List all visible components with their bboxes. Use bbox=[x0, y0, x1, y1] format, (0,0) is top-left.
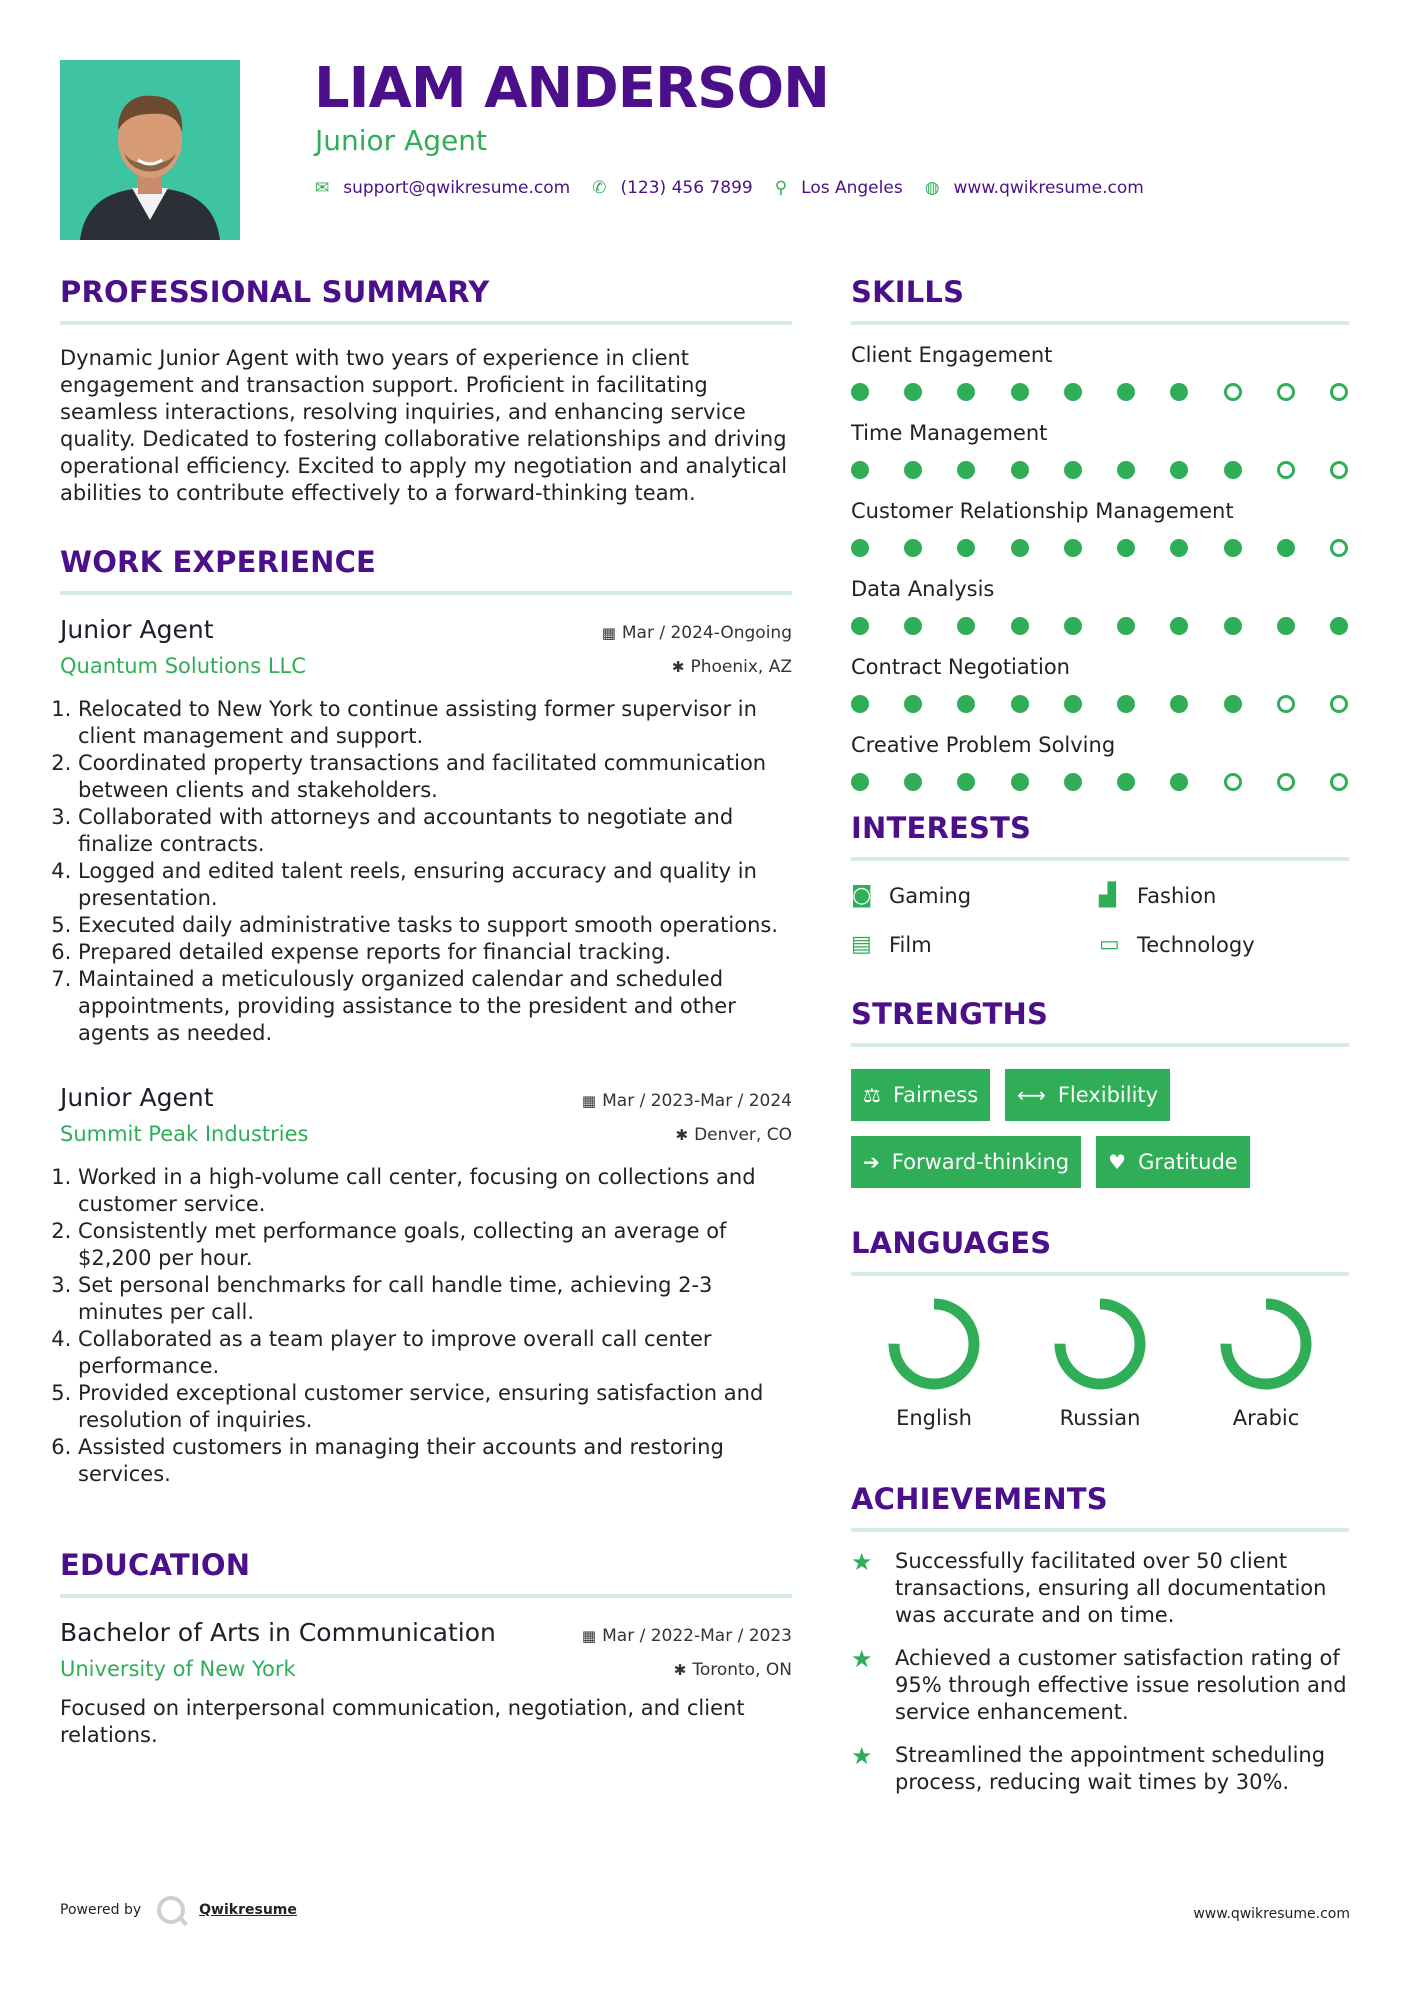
rating-dot-filled bbox=[1170, 383, 1188, 401]
skill-name: Time Management bbox=[851, 421, 1048, 445]
rating-dot-filled bbox=[1170, 461, 1188, 479]
powered-by-text: Powered by bbox=[60, 1902, 142, 1918]
rating-dot-empty bbox=[1330, 695, 1348, 713]
job-duties-list bbox=[60, 696, 792, 1047]
calendar-icon: ▦ bbox=[601, 624, 616, 642]
achievements-list bbox=[851, 1548, 1349, 1796]
skill-rating bbox=[851, 617, 1348, 635]
rating-dot-filled bbox=[957, 383, 975, 401]
rating-dot-empty bbox=[1277, 461, 1295, 479]
languages-section bbox=[851, 1226, 1349, 1430]
job-company: Summit Peak Industries bbox=[60, 1122, 309, 1146]
language-name: Arabic bbox=[1232, 1406, 1300, 1430]
section-divider bbox=[60, 1594, 792, 1598]
section-title-strengths: STRENGTHS bbox=[851, 997, 1049, 1031]
rating-dot-empty bbox=[1224, 383, 1242, 401]
rating-dot-filled bbox=[851, 617, 869, 635]
language-level-ring bbox=[886, 1296, 982, 1392]
rating-dot-filled bbox=[851, 695, 869, 713]
achievement-item bbox=[851, 1742, 1349, 1796]
rating-dot-empty bbox=[1330, 773, 1348, 791]
list-item: 3. Collaborated with attorneys and accountants to negotiate and finalize contracts. bbox=[78, 804, 792, 858]
rating-dot-filled bbox=[1224, 695, 1242, 713]
list-item: 6. Prepared detailed expense reports for financial tracking. bbox=[78, 939, 792, 966]
skill-rating bbox=[851, 461, 1348, 479]
education-section bbox=[60, 1548, 792, 1749]
skill-name: Creative Problem Solving bbox=[851, 733, 1116, 757]
list-item: 5. Provided exceptional customer service, ensuring satisfaction and resolution of inquiries. bbox=[78, 1380, 792, 1434]
skill-name: Client Engagement bbox=[851, 343, 1053, 367]
language-level-arc bbox=[1226, 1304, 1306, 1384]
section-title-interests: INTERESTS bbox=[851, 811, 1032, 845]
list-item: 2. Coordinated property transactions and facilitated communication between clients and stakeholders. bbox=[78, 750, 792, 804]
section-divider bbox=[851, 1272, 1349, 1276]
rating-dot-filled bbox=[1011, 773, 1029, 791]
strength-label: Fairness bbox=[892, 1083, 979, 1107]
pin-icon: ✱ bbox=[675, 1126, 689, 1144]
skill-name: Customer Relationship Management bbox=[851, 499, 1234, 523]
rating-dot-empty bbox=[1330, 461, 1348, 479]
list-item: 4. Logged and edited talent reels, ensuring accuracy and quality in presentation. bbox=[78, 858, 792, 912]
rating-dot-filled bbox=[1011, 383, 1029, 401]
strengths-tags bbox=[851, 1069, 1351, 1188]
section-divider bbox=[60, 591, 792, 595]
interest-label: Technology bbox=[1137, 932, 1255, 957]
rating-dot-filled bbox=[1330, 617, 1348, 635]
list-item: 1. Relocated to New York to continue assisting former supervisor in client management and support. bbox=[78, 696, 792, 750]
interest-item bbox=[1099, 932, 1347, 957]
interest-item bbox=[1099, 883, 1347, 908]
section-divider bbox=[851, 1528, 1349, 1532]
footer-branding bbox=[60, 1896, 297, 1924]
achievements-section bbox=[851, 1482, 1349, 1796]
rating-dot-empty bbox=[1277, 773, 1295, 791]
rating-dot-filled bbox=[1170, 773, 1188, 791]
list-item: 1. Worked in a high-volume call center, focusing on collections and customer service. bbox=[78, 1164, 792, 1218]
strength-label: Gratitude bbox=[1138, 1150, 1238, 1174]
candidate-name: LIAM ANDERSON bbox=[314, 56, 829, 121]
job-company: Quantum Solutions LLC bbox=[60, 654, 306, 678]
skills-list bbox=[851, 343, 1349, 791]
website-link[interactable]: www.qwikresume.com bbox=[953, 178, 1144, 198]
summary-text: Dynamic Junior Agent with two years of experience in client engagement and transaction support. Proficient in facilitating seamless interactions, resolving inquiries, and enhancing service quality. Dedicated to fostering collaborative relationships and driving operational efficiency. Excited to apply my negotiation and analytical abilities to contribute effectively to a forward-thinking team. bbox=[60, 346, 788, 505]
list-item: 3. Set personal benchmarks for call handle time, achieving 2-3 minutes per call. bbox=[78, 1272, 792, 1326]
rating-dot-filled bbox=[1277, 539, 1295, 557]
rating-dot-filled bbox=[1277, 617, 1295, 635]
right-column bbox=[851, 275, 1349, 1796]
interest-label: Fashion bbox=[1137, 883, 1217, 908]
rating-dot-filled bbox=[851, 383, 869, 401]
rating-dot-filled bbox=[851, 539, 869, 557]
rating-dot-filled bbox=[1224, 461, 1242, 479]
degree-title: Bachelor of Arts in Communication bbox=[60, 1618, 496, 1647]
rating-dot-filled bbox=[851, 773, 869, 791]
language-level-ring bbox=[1218, 1296, 1314, 1392]
section-title-skills: SKILLS bbox=[851, 275, 965, 309]
achievement-item bbox=[851, 1645, 1349, 1726]
rating-dot-filled bbox=[1064, 383, 1082, 401]
pin-icon: ✱ bbox=[673, 1661, 687, 1679]
job-date bbox=[602, 623, 792, 643]
list-item: 4. Collaborated as a team player to improve overall call center performance. bbox=[78, 1326, 792, 1380]
strength-label: Flexibility bbox=[1057, 1083, 1159, 1107]
language-item bbox=[1183, 1296, 1349, 1430]
rating-dot-filled bbox=[1011, 539, 1029, 557]
section-title-experience: WORK EXPERIENCE bbox=[60, 545, 377, 579]
pin-icon: ✱ bbox=[671, 658, 685, 676]
job-location bbox=[676, 1125, 792, 1145]
brand-link[interactable]: Qwikresume bbox=[199, 1902, 297, 1918]
envelope-icon: ✉ bbox=[315, 178, 330, 198]
list-item: 7. Maintained a meticulously organized calendar and scheduled appointments, providing assistance to the president and other agents as needed. bbox=[78, 966, 792, 1047]
strength-tag bbox=[851, 1136, 1081, 1188]
rating-dot-filled bbox=[1117, 773, 1135, 791]
achievement-text: Streamlined the appointment scheduling process, reducing wait times by 30%. bbox=[895, 1743, 1326, 1794]
interest-label: Film bbox=[889, 932, 932, 957]
rating-dot-filled bbox=[1064, 695, 1082, 713]
section-title-summary: PROFESSIONAL SUMMARY bbox=[60, 275, 490, 309]
rating-dot-filled bbox=[1170, 695, 1188, 713]
strengths-section bbox=[851, 997, 1349, 1188]
balance-scale-icon: ⚖ bbox=[863, 1083, 881, 1107]
school-name: University of New York bbox=[60, 1657, 296, 1681]
rating-dot-filled bbox=[1064, 773, 1082, 791]
language-name: Russian bbox=[1059, 1406, 1141, 1430]
language-level-ring bbox=[1052, 1296, 1148, 1392]
rating-dot-filled bbox=[1064, 617, 1082, 635]
education-location bbox=[674, 1660, 792, 1680]
phone-text: (123) 456 7899 bbox=[620, 178, 753, 198]
map-marker-icon: ⚲ bbox=[774, 178, 788, 198]
gamepad-icon: ◙ bbox=[851, 883, 873, 908]
rating-dot-filled bbox=[1117, 617, 1135, 635]
rating-dot-empty bbox=[1330, 383, 1348, 401]
shooting-star-icon: ★ bbox=[851, 1645, 873, 1673]
footer-website-link[interactable]: www.qwikresume.com bbox=[1193, 1906, 1350, 1922]
section-divider bbox=[851, 1043, 1349, 1047]
job-duties-list bbox=[60, 1164, 792, 1488]
interest-item bbox=[851, 883, 1099, 908]
arrow-right-icon: ➔ bbox=[863, 1150, 880, 1174]
skill-name: Data Analysis bbox=[851, 577, 995, 601]
rating-dot-filled bbox=[1064, 461, 1082, 479]
rating-dot-filled bbox=[1011, 461, 1029, 479]
list-item: 2. Consistently met performance goals, collecting an average of $2,200 per hour. bbox=[78, 1218, 792, 1272]
interests-section bbox=[851, 811, 1349, 957]
language-item bbox=[1017, 1296, 1183, 1430]
rating-dot-filled bbox=[1224, 539, 1242, 557]
strength-tag bbox=[851, 1069, 990, 1121]
heart-icon: ♥ bbox=[1108, 1150, 1127, 1174]
section-title-achievements: ACHIEVEMENTS bbox=[851, 1482, 1108, 1516]
shooting-star-icon: ★ bbox=[851, 1548, 873, 1576]
left-column bbox=[60, 275, 792, 1749]
rating-dot-filled bbox=[957, 539, 975, 557]
rating-dot-filled bbox=[957, 773, 975, 791]
skill-rating bbox=[851, 539, 1348, 557]
section-title-languages: LANGUAGES bbox=[851, 1226, 1052, 1260]
section-divider bbox=[851, 321, 1349, 325]
language-item bbox=[851, 1296, 1017, 1430]
section-divider bbox=[851, 857, 1349, 861]
interests-grid bbox=[851, 883, 1349, 957]
rating-dot-filled bbox=[1170, 617, 1188, 635]
rating-dot-filled bbox=[904, 773, 922, 791]
rating-dot-empty bbox=[1330, 539, 1348, 557]
rating-dot-filled bbox=[1117, 461, 1135, 479]
rating-dot-filled bbox=[1117, 695, 1135, 713]
rating-dot-empty bbox=[1277, 695, 1295, 713]
rating-dot-filled bbox=[904, 695, 922, 713]
strength-label: Forward-thinking bbox=[891, 1150, 1070, 1174]
location-text: Los Angeles bbox=[801, 178, 903, 198]
skill-rating bbox=[851, 383, 1348, 401]
rating-dot-filled bbox=[957, 461, 975, 479]
contact-bar bbox=[315, 178, 1166, 198]
rating-dot-filled bbox=[1117, 539, 1135, 557]
laptop-icon: ▭ bbox=[1099, 932, 1120, 957]
achievement-text: Successfully facilitated over 50 client transactions, ensuring all documentation was accurate and on time. bbox=[895, 1549, 1327, 1627]
job-location bbox=[672, 657, 792, 677]
achievement-text: Achieved a customer satisfaction rating of 95% through effective issue resolution and service enhancement. bbox=[895, 1646, 1347, 1724]
email-link[interactable]: support@qwikresume.com bbox=[343, 178, 571, 198]
job-date-text: Mar / 2024-Ongoing bbox=[621, 623, 792, 643]
interest-label: Gaming bbox=[889, 883, 972, 908]
rating-dot-filled bbox=[957, 617, 975, 635]
qwikresume-logo-icon bbox=[157, 1896, 185, 1924]
job-entry bbox=[60, 615, 792, 1047]
education-date bbox=[582, 1626, 792, 1646]
languages-list bbox=[851, 1296, 1349, 1430]
summary-section bbox=[60, 275, 792, 507]
job-location-text: Denver, CO bbox=[694, 1125, 792, 1145]
film-icon: ▤ bbox=[851, 932, 872, 957]
language-name: English bbox=[896, 1406, 972, 1430]
skills-section bbox=[851, 275, 1349, 791]
section-divider bbox=[60, 321, 792, 325]
language-level-arc bbox=[1060, 1304, 1140, 1384]
globe-icon: ◍ bbox=[924, 178, 940, 198]
rating-dot-filled bbox=[957, 695, 975, 713]
candidate-title: Junior Agent bbox=[315, 124, 487, 157]
calendar-icon: ▦ bbox=[581, 1627, 597, 1645]
education-description: Focused on interpersonal communication, negotiation, and client relations. bbox=[60, 1696, 745, 1747]
person-portrait-icon bbox=[60, 60, 240, 240]
strength-tag bbox=[1005, 1069, 1170, 1121]
list-item: 6. Assisted customers in managing their accounts and restoring services. bbox=[78, 1434, 792, 1488]
rating-dot-filled bbox=[1117, 383, 1135, 401]
job-entry bbox=[60, 1083, 792, 1488]
education-date-text: Mar / 2022-Mar / 2023 bbox=[602, 1626, 792, 1646]
rating-dot-filled bbox=[1011, 695, 1029, 713]
job-title: Junior Agent bbox=[60, 1083, 214, 1112]
rating-dot-empty bbox=[1277, 383, 1295, 401]
rating-dot-filled bbox=[1170, 539, 1188, 557]
job-location-text: Phoenix, AZ bbox=[690, 657, 792, 677]
job-date-text: Mar / 2023-Mar / 2024 bbox=[602, 1091, 792, 1111]
arrows-horizontal-icon: ⟷ bbox=[1017, 1083, 1046, 1107]
education-entry bbox=[60, 1618, 792, 1749]
skill-rating bbox=[851, 773, 1348, 791]
list-item: 5. Executed daily administrative tasks to support smooth operations. bbox=[78, 912, 792, 939]
phone-icon: ✆ bbox=[592, 178, 607, 198]
language-level-arc bbox=[894, 1304, 974, 1384]
interest-item bbox=[851, 932, 1099, 957]
rating-dot-filled bbox=[904, 617, 922, 635]
rating-dot-filled bbox=[904, 461, 922, 479]
rating-dot-filled bbox=[1064, 539, 1082, 557]
rating-dot-filled bbox=[851, 461, 869, 479]
experience-section bbox=[60, 545, 792, 1488]
skill-name: Contract Negotiation bbox=[851, 655, 1070, 679]
rating-dot-filled bbox=[1224, 617, 1242, 635]
profile-photo bbox=[60, 60, 240, 240]
rating-dot-empty bbox=[1224, 773, 1242, 791]
rating-dot-filled bbox=[1011, 617, 1029, 635]
achievement-item bbox=[851, 1548, 1349, 1629]
shopping-bag-icon: ▟ bbox=[1099, 883, 1116, 908]
skill-rating bbox=[851, 695, 1348, 713]
strength-tag bbox=[1096, 1136, 1250, 1188]
rating-dot-filled bbox=[904, 539, 922, 557]
job-title: Junior Agent bbox=[60, 615, 214, 644]
calendar-icon: ▦ bbox=[581, 1092, 597, 1110]
shooting-star-icon: ★ bbox=[851, 1742, 873, 1770]
education-location-text: Toronto, ON bbox=[692, 1660, 792, 1680]
job-date bbox=[582, 1091, 792, 1111]
section-title-education: EDUCATION bbox=[60, 1548, 251, 1582]
rating-dot-filled bbox=[904, 383, 922, 401]
